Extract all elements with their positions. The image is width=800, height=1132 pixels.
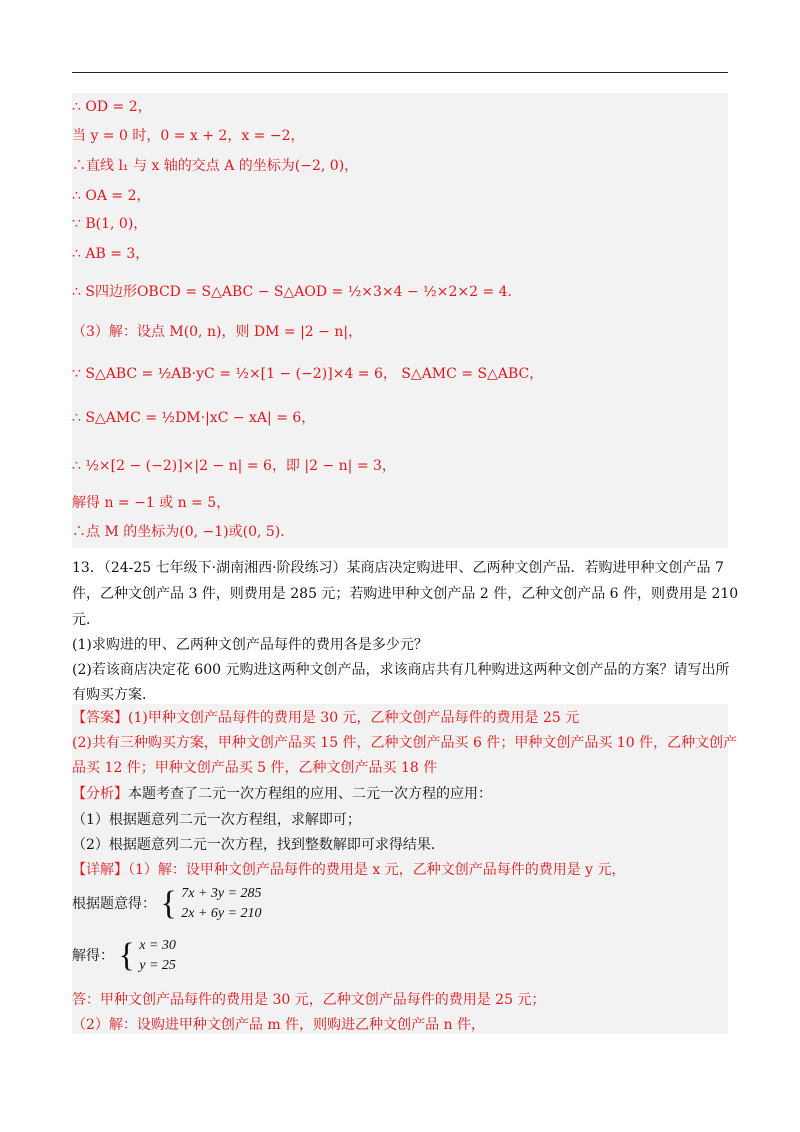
analysis-step-1: （1）根据题意列二元一次方程组，求解即可； [72,812,361,828]
solution-line-4: ∴ OA = 2， [72,188,151,204]
solution-line-11: ∴ ½×[2 − (−2)]×|2 − n| = 6，即 |2 − n| = 3， [72,458,396,474]
question-part-1: (1)求购进的甲、乙两种文创产品每件的费用各是多少元？ [72,637,428,653]
left-brace-icon: { [160,885,177,922]
detail-tag: 【详解】 [72,862,128,878]
question-part-2b: 有购买方案． [72,687,156,703]
answer-line-3: 品买 12 件；甲种文创产品买 5 件，乙种文创产品买 18 件 [72,760,438,776]
analysis-tag: 【分析】 [72,786,128,802]
system-label: 根据题意得： [72,896,156,912]
analysis-step-2: （2）根据题意列二元一次方程，找到整数解即可求得结果． [72,837,445,853]
answer-conclusion: 答：甲种文创产品每件的费用是 30 元，乙种文创产品每件的费用是 25 元； [72,992,546,1008]
detail-line [72,860,626,880]
solution-line-6: ∴ AB = 3， [72,246,150,262]
question-line-1: 13．（24-25 七年级下·湖南湘西·阶段练习）某商店决定购进甲、乙两种文创产品．若购进甲种文创产品 7 [72,560,724,576]
solution-line-9: ∵ S△ABC = ½AB·yC = ½×[1 − (−2)]×4 = 6， S△AMC = S△ABC， [72,366,544,382]
part-2-setup: （2）解：设购进甲种文创产品 m 件，则购进乙种文创产品 n 件， [72,1017,485,1033]
left-brace-icon: { [118,937,135,974]
solution-line-1: ∴ OD = 2， [72,99,152,115]
header-rule [72,72,728,73]
solution-label: 解得： [72,948,114,964]
question-line-2: 件，乙种文创产品 3 件，则费用是 285 元；若购进甲种文创产品 2 件，乙种文创产品 6 件，则费用是 210 [72,586,739,602]
solution-line-2: 当 y = 0 时，0 = x + 2，x = −2， [72,128,305,144]
answer-line-1: 【答案】(1)甲种文创产品每件的费用是 30 元，乙种文创产品每件的费用是 25 元 [72,710,580,726]
solution-line-8: （3）解：设点 M(0, n)，则 DM = |2 − n|， [72,324,363,340]
question-line-3: 元． [72,612,100,628]
system-equations [181,884,261,924]
analysis-text: 本题考查了二元一次方程组的应用、二元一次方程的应用： [128,786,492,802]
solution-line-12: 解得 n = −1 或 n = 5， [72,495,231,511]
solution-line-13: ∴点 M 的坐标为(0, −1)或(0, 5)． [72,524,295,540]
system-eq-2: 2x + 6y = 210 [181,906,262,921]
solution-system [72,936,176,976]
solution-x: x = 30 [139,938,176,953]
solution-line-7: ∴ S四边形OBCD = S△ABC − S△AOD = ½×3×4 − ½×2×2 = 4． [72,284,522,300]
equation-system [72,884,262,924]
solution-y: y = 25 [139,958,176,973]
answer-line-2: (2)共有三种购买方案，甲种文创产品买 15 件，乙种文创产品买 6 件；甲种文创产品买 10 件，乙种文创产 [72,735,738,751]
system-eq-1: 7x + 3y = 285 [181,886,262,901]
analysis-line [72,784,492,804]
question-part-2a: (2)若该商店决定花 600 元购进这两种文创产品，求该商店共有几种购进这两种文创产品的方案？请写出所 [72,662,730,678]
solution-line-5: ∵ B(1, 0)， [72,216,148,232]
solution-line-10: ∴ S△AMC = ½DM·|xC − xA| = 6， [72,410,316,426]
detail-text: （1）解：设甲种文创产品每件的费用是 x 元，乙种文创产品每件的费用是 y 元， [128,862,626,878]
solution-line-3: ∴直线 l₁ 与 x 轴的交点 A 的坐标为(−2, 0)， [72,158,359,174]
solution-values [139,936,176,976]
